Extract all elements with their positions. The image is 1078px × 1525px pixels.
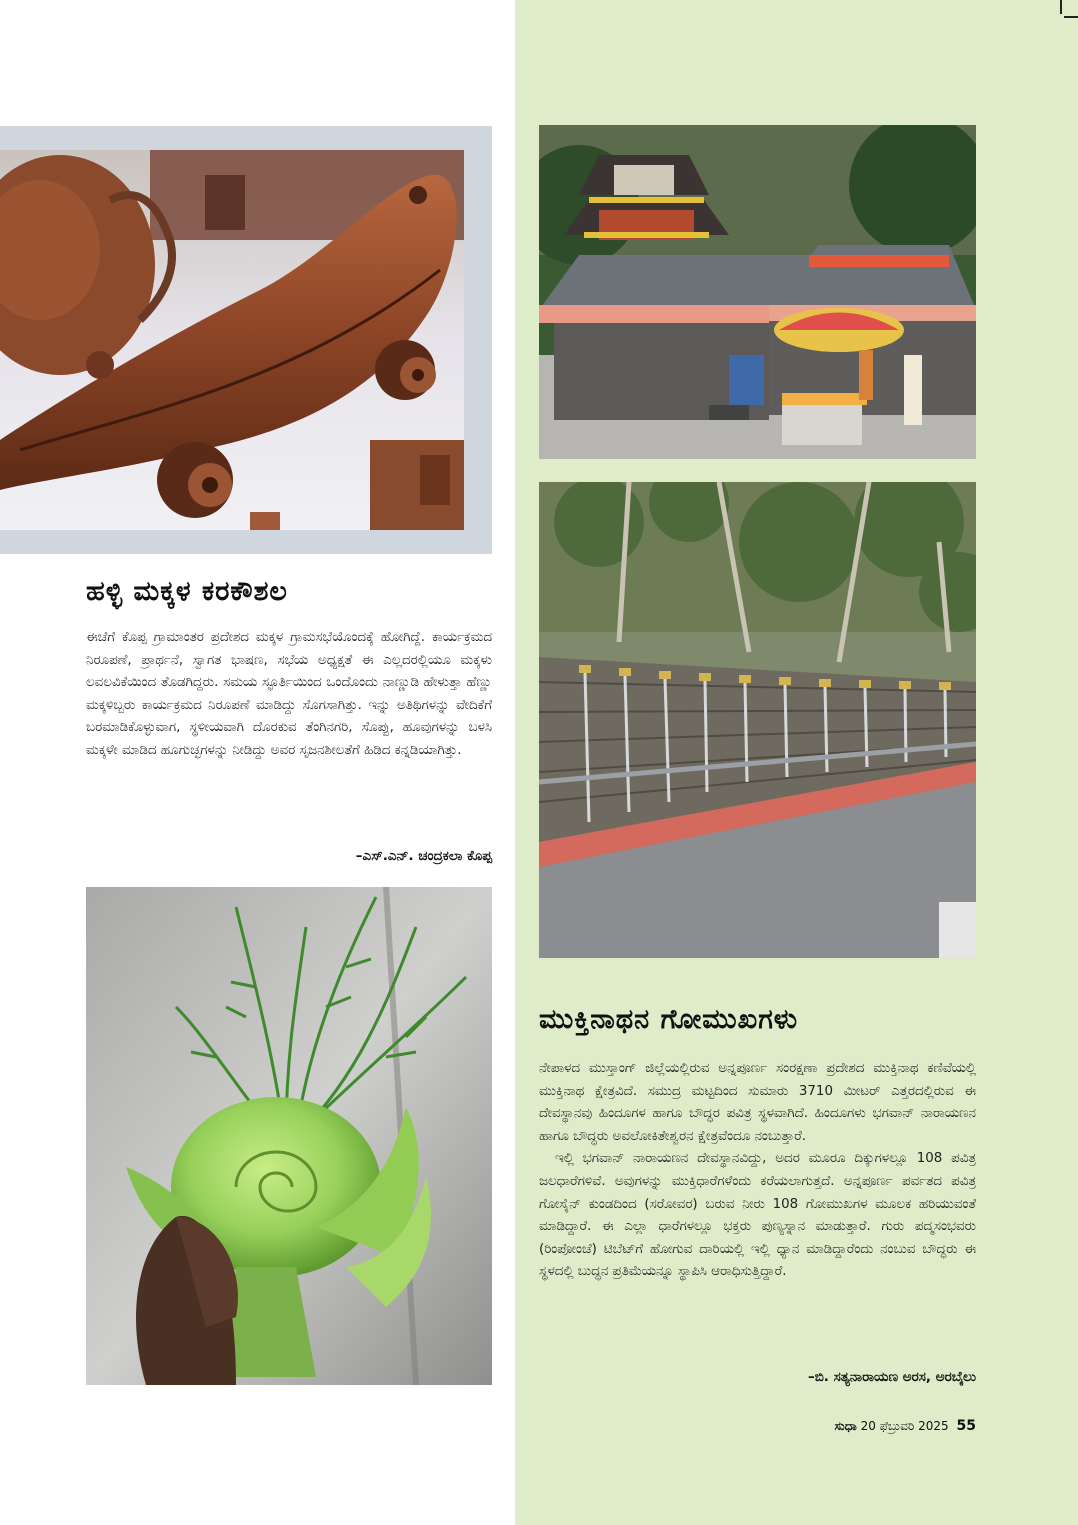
wooden-fish-toy-photo [0, 150, 464, 530]
right-article-author: –ಬಿ. ಸತ್ಯನಾರಾಯಣ ಅರಸ, ಅರಬೈಲು [807, 1369, 976, 1385]
leaf-flower-bouquet-photo [86, 887, 492, 1385]
issue-date: 20 ಫೆಬ್ರುವರಿ 2025 [860, 1419, 949, 1433]
crop-mark [1064, 16, 1078, 18]
left-article-body [86, 627, 492, 763]
crop-mark [1060, 0, 1062, 14]
left-article-title: ಹಳ್ಳಿ ಮಕ್ಕಳ ಕರಕೌಶಲ [86, 576, 288, 607]
right-article-paragraph: ನೇಪಾಳದ ಮುಸ್ತಾಂಗ್ ಜಿಲ್ಲೆಯಲ್ಲಿರುವ ಅನ್ನಪೂರ್ಣ ಸಂರಕ್ಷಣಾ ಪ್ರದೇಶದ ಮುಕ್ತಿನಾಥ ಕಣಿವೆಯಲ್ಲಿ ಮುಕ್ತಿನಾಥ ಕ್ಷೇತ್ರವಿದೆ. ಸಮುದ್ರ ಮಟ್ಟದಿಂದ ಸುಮಾರು 3710 ಮೀಟರ್ ಎತ್ತರದಲ್ಲಿರುವ ಈ ದೇವಸ್ಥಾನವು ಹಿಂದೂಗಳ ಹಾಗೂ ಬೌದ್ಧರ ಪವಿತ್ರ ಸ್ಥಳವಾಗಿದೆ. ಹಿಂದೂಗಳು ಭಗವಾನ್ ನಾರಾಯಣನ ಹಾಗೂ ಬೌದ್ಧರು ಅವಲೋಕಿತೇಶ್ವರನ ಕ್ಷೇತ್ರವೆಂದೂ ನಂಬುತ್ತಾರೆ. [539, 1061, 976, 1144]
magazine-name: ಸುಧಾ [834, 1419, 857, 1433]
page-footer [806, 1418, 976, 1434]
muktinath-temple-photo [539, 125, 976, 459]
right-article-paragraph: ಇಲ್ಲಿ ಭಗವಾನ್ ನಾರಾಯಣನ ದೇವಸ್ಥಾನವಿದ್ದು, ಅದರ ಮೂರೂ ದಿಕ್ಕುಗಳಲ್ಲೂ 108 ಪವಿತ್ರ ಜಲಧಾರೆಗಳಿವೆ. ಅವುಗಳನ್ನು ಮುಕ್ತಿಧಾರೆಗಳೆಂದು ಕರೆಯಲಾಗುತ್ತದೆ. ಅನ್ನಪೂರ್ಣ ಪರ್ವತದ ಪವಿತ್ರ ಗೋಸೈನ್ ಕುಂಡದಿಂದ (ಸರೋವರ) ಬರುವ ನೀರು 108 ಗೋಮುಖಗಳ ಮೂಲಕ ಹರಿಯುವಂತೆ ಮಾಡಿದ್ದಾರೆ. ಈ ಎಲ್ಲಾ ಧಾರೆಗಳಲ್ಲೂ ಭಕ್ತರು ಪುಣ್ಯಸ್ನಾನ ಮಾಡುತ್ತಾರೆ. ಗುರು ಪದ್ಮಸಂಭವರು (ರಿಂಪೋಂಚೆ) ಟಿಬೆಟ್‌ಗೆ ಹೋಗುವ ದಾರಿಯಲ್ಲಿ ಇಲ್ಲಿ ಧ್ಯಾನ ಮಾಡಿದ್ದಾರೆಂದು ನಂಬುವ ಬೌದ್ಧರು ಈ ಸ್ಥಳದಲ್ಲಿ ಬುದ್ಧನ ಪ್ರತಿಮೆಯನ್ನೂ ಸ್ಥಾಪಿಸಿ ಆರಾಧಿಸುತ್ತಿದ್ದಾರೆ. [539, 1151, 976, 1280]
left-article-paragraph: ಈಚೆಗೆ ಕೊಪ್ಪ ಗ್ರಾಮಾಂತರ ಪ್ರದೇಶದ ಮಕ್ಕಳ ಗ್ರಾಮಸಭೆಯೊಂದಕ್ಕೆ ಹೋಗಿದ್ದೆ. ಕಾರ್ಯಕ್ರಮದ ನಿರೂಪಣೆ, ಪ್ರಾರ್ಥನೆ, ಸ್ವಾಗತ ಭಾಷಣ, ಸಭೆಯ ಅಧ್ಯಕ್ಷತೆ ಈ ಎಲ್ಲದರಲ್ಲಿಯೂ ಮಕ್ಕಳು ಲವಲವಿಕೆಯಿಂದ ತೊಡಗಿದ್ದರು. ಸಮಯ ಸ್ಫೂರ್ತಿಯಿಂದ ಒಂದೊಂದು ನಾಣ್ಣುಡಿ ಹೇಳುತ್ತಾ ಹೆಣ್ಣು ಮಕ್ಕಳಿಬ್ಬರು ಕಾರ್ಯಕ್ರಮದ ನಿರೂಪಣೆ ಮಾಡಿದ್ದು ಸೊಗಸಾಗಿತ್ತು. ಇನ್ನು ಅತಿಥಿಗಳನ್ನು ವೇದಿಕೆಗೆ ಬರಮಾಡಿಕೊಳ್ಳುವಾಗ, ಸ್ಥಳೀಯವಾಗಿ ದೊರಕುವ ತೆಂಗಿನಗರಿ, ಸೊಪ್ಪು, ಹೂವುಗಳನ್ನು ಬಳಸಿ ಮಕ್ಕಳೇ ಮಾಡಿದ ಹೂಗುಚ್ಛಗಳನ್ನು ನೀಡಿದ್ದು ಅವರ ಸೃಜನಶೀಲತೆಗೆ ಹಿಡಿದ ಕನ್ನಡಿಯಾಗಿತ್ತು. [86, 630, 492, 758]
page-number: 55 [956, 1418, 976, 1434]
right-article-body [539, 1058, 976, 1284]
right-article-title: ಮುಕ್ತಿನಾಥನ ಗೋಮುಖಗಳು [539, 1004, 799, 1035]
left-article-author: –ಎಸ್.ಎನ್. ಚಂದ್ರಕಲಾ ಕೊಪ್ಪ [355, 848, 492, 864]
gomukha-water-spouts-photo [539, 482, 976, 958]
